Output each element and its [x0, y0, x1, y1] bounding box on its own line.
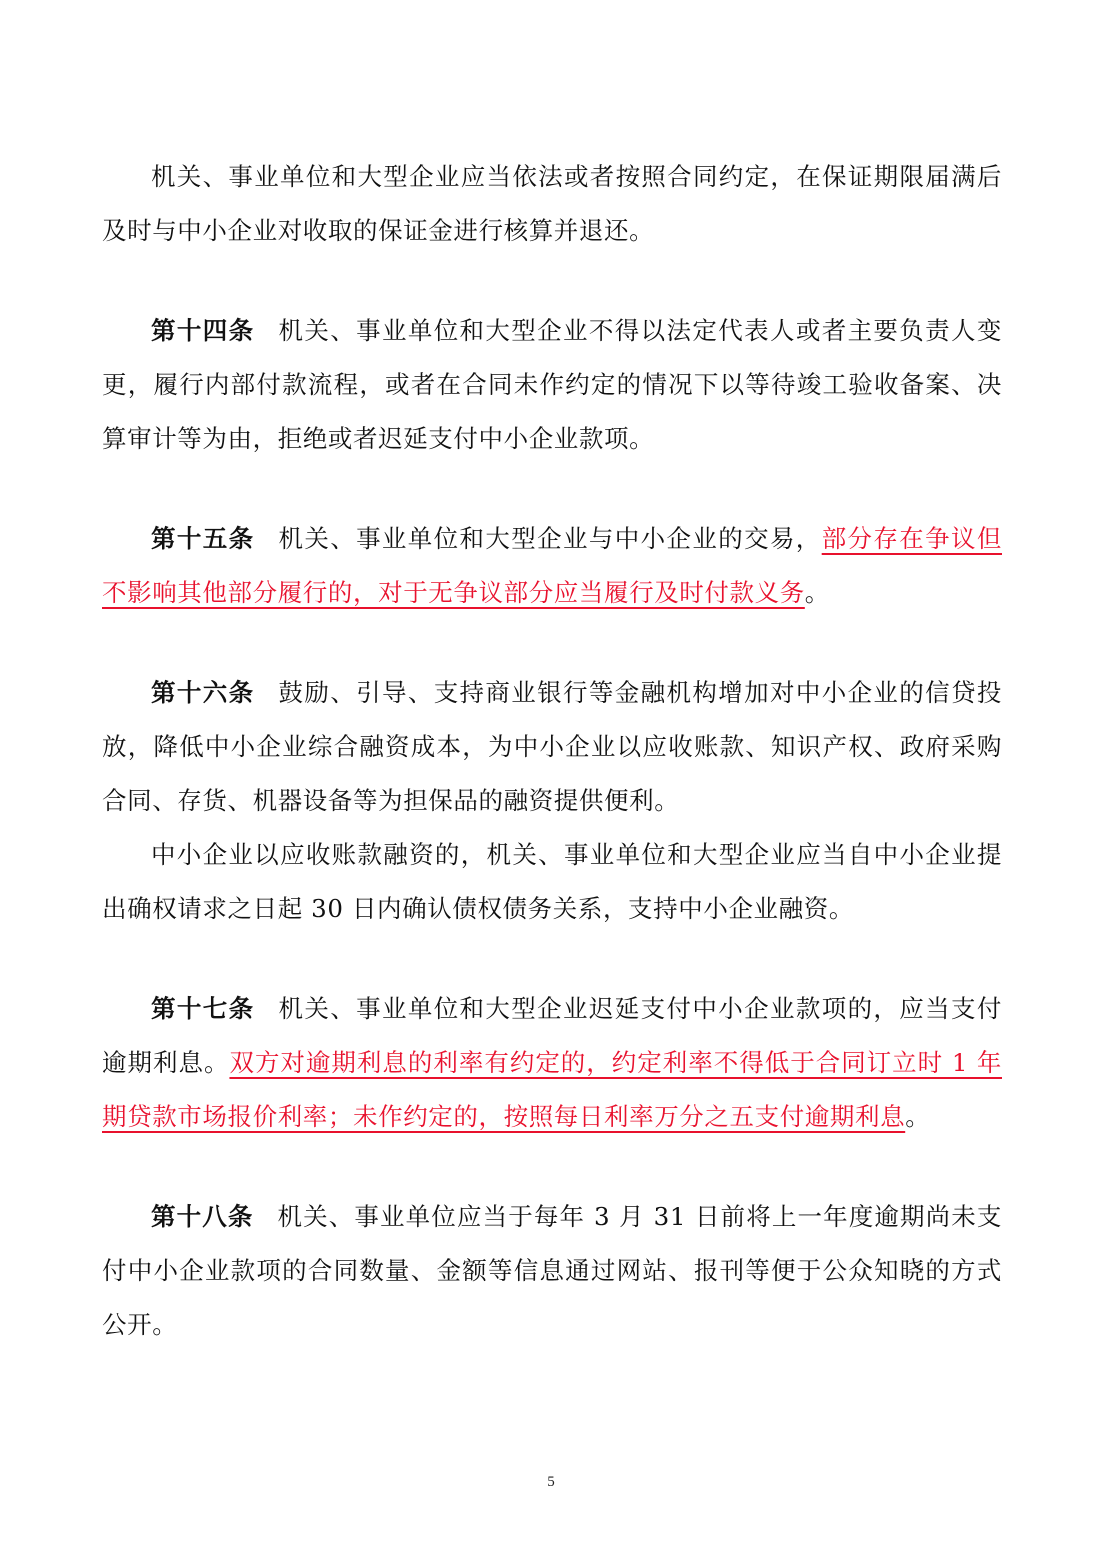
- paragraph-tail: 。: [804, 578, 830, 607]
- page-number: 5: [547, 1474, 555, 1490]
- paragraph-text: 鼓励、引导、支持商业银行等金融机构增加对中小企业的信贷投放，降低中小企业综合融资成本，为中小企业以应收账款、知识产权、政府采购合同、存货、机器设备等为担保品的融资提供便利。: [102, 678, 1003, 815]
- paragraph-text: 机关、事业单位和大型企业应当依法或者按照合同约定，在保证期限届满后及时与中小企业对收取的保证金进行核算并退还。: [102, 162, 1002, 245]
- paragraph-text: 机关、事业单位和大型企业迟延支付中小企业款项的，应当支付逾期利息。: [102, 994, 1003, 1077]
- paragraph-article-15: [102, 512, 1002, 620]
- paragraph-text: 机关、事业单位和大型企业不得以法定代表人或者主要负责人变更，履行内部付款流程，或者在合同未作约定的情况下以等待竣工验收备案、决算审计等为由，拒绝或者迟延支付中小企业款项。: [102, 316, 1003, 453]
- article-label: 第十七条: [151, 994, 255, 1023]
- paragraph-article-14: [102, 304, 1002, 466]
- paragraph-text: 机关、事业单位应当于每年 3 月 31 日前将上一年度逾期尚未支付中小企业款项的合同数量、金额等信息通过网站、报刊等便于公众知晓的方式公开。: [102, 1202, 1002, 1339]
- paragraph-article-16-second: [102, 828, 1002, 936]
- article-label: 第十四条: [151, 316, 255, 345]
- paragraph-text: 中小企业以应收账款融资的，机关、事业单位和大型企业应当自中小企业提出确权请求之日起 30 日内确认债权债务关系，支持中小企业融资。: [102, 840, 1002, 923]
- article-label: 第十六条: [151, 678, 255, 707]
- article-label: 第十五条: [151, 524, 255, 553]
- paragraph-article-13-continued: [102, 150, 1002, 258]
- highlighted-revision: 部分存在争议但不影响其他部分履行的，对于无争议部分应当履行及时付款义务: [102, 524, 1002, 607]
- paragraph-article-16: [102, 666, 1002, 828]
- paragraph-text: 机关、事业单位和大型企业与中小企业的交易，: [278, 524, 822, 553]
- paragraph-article-18: [102, 1190, 1002, 1352]
- highlighted-revision: 双方对逾期利息的利率有约定的，约定利率不得低于合同订立时 1 年期贷款市场报价利率；未作约定的，按照每日利率万分之五支付逾期利息: [102, 1048, 1002, 1131]
- paragraph-article-17: [102, 982, 1002, 1144]
- article-label: 第十八条: [151, 1202, 254, 1231]
- document-body: [102, 150, 1002, 1352]
- paragraph-tail: 。: [905, 1102, 931, 1131]
